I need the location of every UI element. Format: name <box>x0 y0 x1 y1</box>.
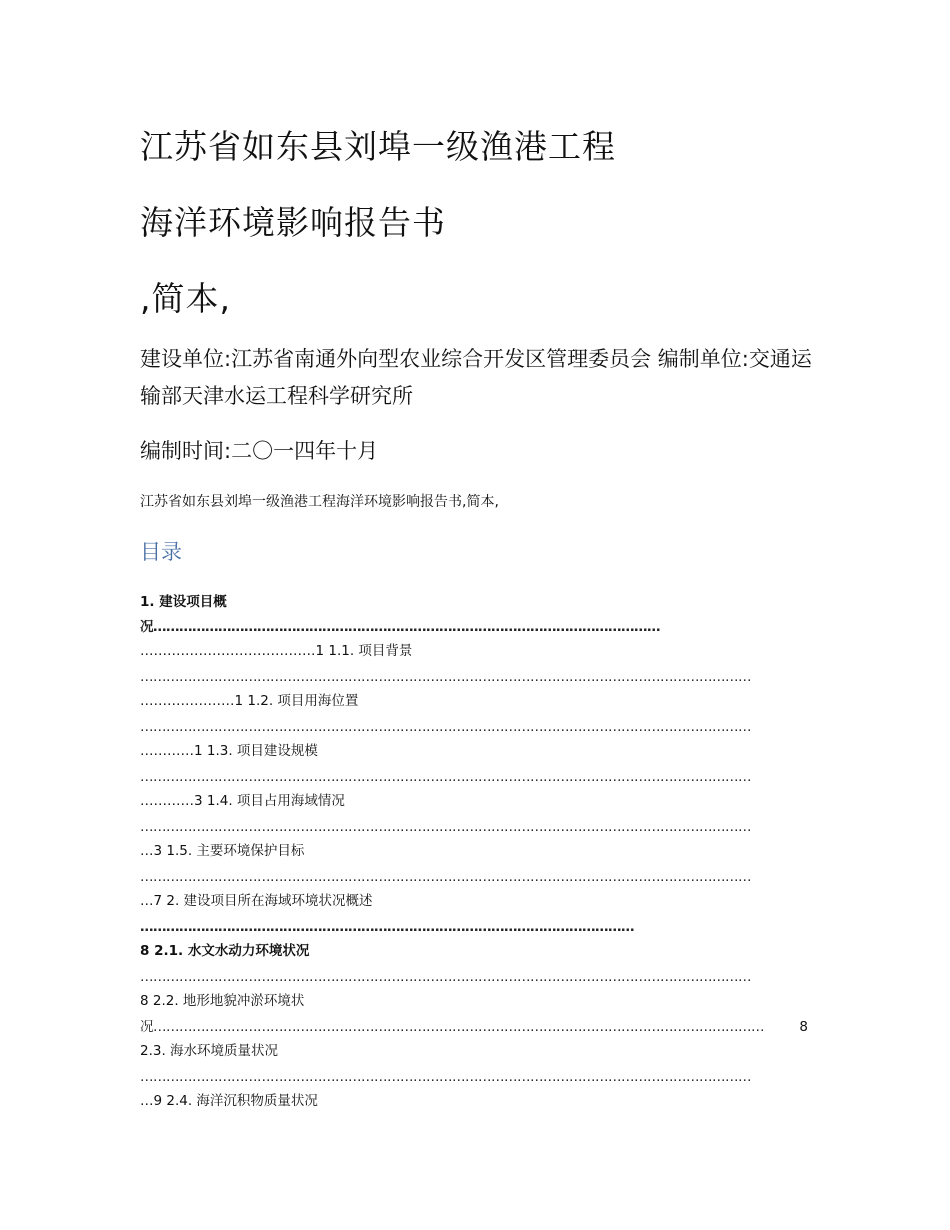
toc-entry: …………………………………………………………………………………………………………………………… <box>140 1069 751 1085</box>
toc-row <box>140 889 808 913</box>
toc-entry: …………………………………………………………………………………………………………………………… <box>140 719 751 735</box>
toc-row <box>140 1015 808 1039</box>
toc-entry: 8 2.2. 地形地貌冲淤环境状 <box>140 993 305 1009</box>
toc-entry: …………………………………………………………………………………………………………………………… <box>140 769 751 785</box>
toc-row <box>140 590 808 614</box>
toc-entry: …………1 1.3. 项目建设规模 <box>140 743 318 759</box>
toc-row <box>140 639 808 663</box>
toc-entry: …………………………………………………………………………………………………………………………… <box>140 819 751 835</box>
toc-row <box>140 615 808 639</box>
toc-entry: …………………………………………………………………………………………………………………………… <box>140 869 751 885</box>
toc-entry: …………………………………………………………………………………………………………………………… <box>140 969 751 985</box>
document-filename-line: 江苏省如东县刘埠一级渔港工程海洋环境影响报告书,简本, <box>140 494 499 510</box>
toc-row <box>140 839 808 863</box>
toc-row <box>140 965 808 989</box>
toc-row <box>140 815 808 839</box>
toc-row <box>140 989 808 1013</box>
toc-entry: 2.3. 海水环境质量状况 <box>140 1043 279 1059</box>
toc-row <box>140 1089 808 1113</box>
toc-entry: 况…………………………………………………………………………………………………………………………… <box>140 1019 764 1035</box>
toc-entry: …9 2.4. 海洋沉积物质量状况 <box>140 1093 318 1109</box>
toc-row <box>140 665 808 689</box>
toc-entry: …7 2. 建设项目所在海域环境状况概述 <box>140 893 373 909</box>
compile-date: 编制时间:二〇一四年十月 <box>140 439 379 463</box>
toc-row <box>140 689 808 713</box>
report-title-line-1: 江苏省如东县刘埠一级渔港工程 <box>140 127 616 166</box>
toc-page-number: 8 <box>799 1019 808 1035</box>
toc-entry: 况……………………………………………………………………………………………………… <box>140 619 660 635</box>
toc-entry: 8 2.1. 水文水动力环境状况 <box>140 943 310 959</box>
toc-entry: …………………1 1.2. 项目用海位置 <box>140 693 359 709</box>
toc-row <box>140 915 808 939</box>
toc-entry: …………3 1.4. 项目占用海域情况 <box>140 793 345 809</box>
toc-entry: 1. 建设项目概 <box>140 594 227 610</box>
toc-row <box>140 765 808 789</box>
toc-row <box>140 939 808 963</box>
toc-entry: …3 1.5. 主要环境保护目标 <box>140 843 305 859</box>
toc-row <box>140 1065 808 1089</box>
toc-row <box>140 789 808 813</box>
toc-row <box>140 739 808 763</box>
organization-info: 建设单位:江苏省南通外向型农业综合开发区管理委员会 编制单位:交通运输部天津水运工程科学研究所 <box>140 347 812 408</box>
report-title-line-3: ,简本, <box>140 279 231 318</box>
toc-heading: 目录 <box>140 540 182 564</box>
toc-entry: …………………………………1 1.1. 项目背景 <box>140 643 413 659</box>
toc-row <box>140 715 808 739</box>
toc-entry: …………………………………………………………………………………………………………………………… <box>140 669 751 685</box>
toc-row <box>140 1039 808 1063</box>
toc-entry: …………………………………………………………………………………………………… <box>140 919 634 935</box>
toc-row <box>140 865 808 889</box>
report-title-line-2: 海洋环境影响报告书 <box>140 203 446 242</box>
